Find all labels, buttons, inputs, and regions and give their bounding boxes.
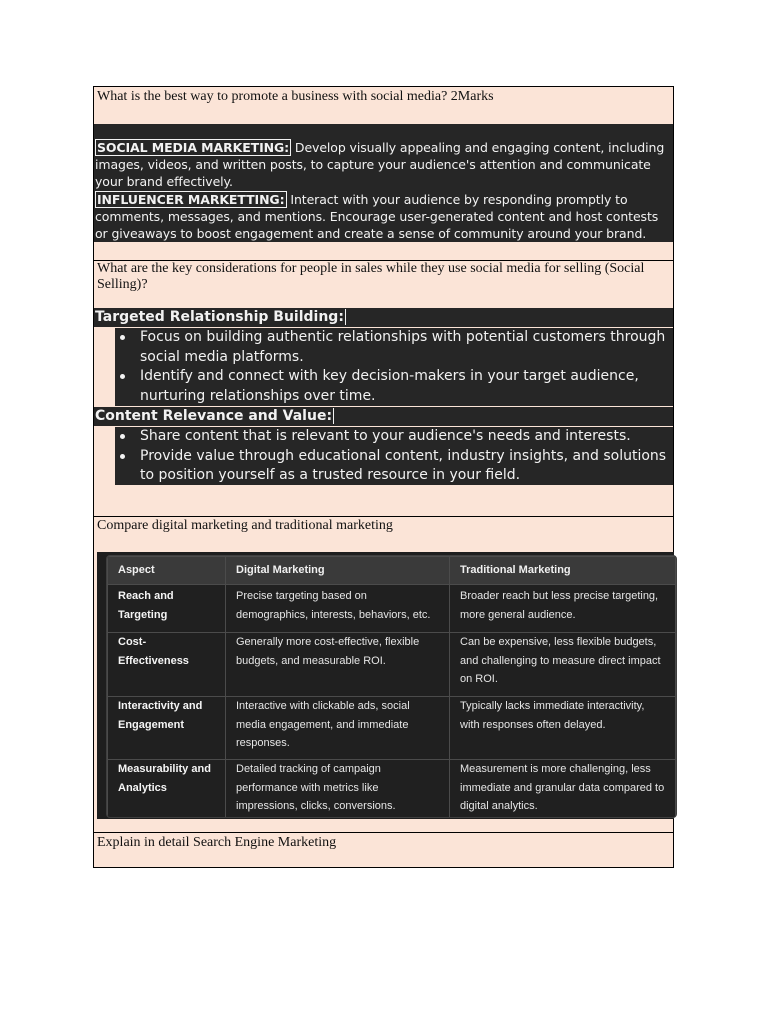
content-bullets bbox=[115, 427, 673, 485]
answer-1-im bbox=[95, 191, 671, 243]
header-digital: Digital Marketing bbox=[226, 557, 450, 585]
list-item: Provide value through educational content, industry insights, and solutions to position yourself as a trusted resource in your field. bbox=[140, 447, 669, 486]
table-cell: Measurability and Analytics bbox=[108, 760, 226, 819]
divider bbox=[94, 832, 673, 833]
table-row bbox=[108, 585, 676, 633]
divider bbox=[94, 516, 673, 517]
comparison-table-image bbox=[97, 552, 674, 819]
answer-sheet bbox=[93, 86, 674, 868]
section-title-relationship: Targeted Relationship Building: bbox=[94, 308, 673, 327]
table-cell: Cost-Effectiveness bbox=[108, 633, 226, 697]
table-cell: Interactivity and Engagement bbox=[108, 697, 226, 760]
section-title-content: Content Relevance and Value: bbox=[94, 407, 673, 426]
question-4: Explain in detail Search Engine Marketing bbox=[97, 835, 337, 850]
question-3: Compare digital marketing and traditional marketing bbox=[97, 518, 393, 533]
question-1: What is the best way to promote a business with social media? 2Marks bbox=[97, 89, 494, 104]
list-item: Focus on building authentic relationships with potential customers through social media platforms. bbox=[140, 328, 669, 367]
header-aspect: Aspect bbox=[108, 557, 226, 585]
table-cell: Reach and Targeting bbox=[108, 585, 226, 633]
table-cell: Detailed tracking of campaign performance with metrics like impressions, clicks, conversions. bbox=[226, 760, 450, 819]
list-item: Identify and connect with key decision-makers in your target audience, nurturing relationships over time. bbox=[140, 367, 669, 406]
im-label: INFLUENCER MARKETTING: bbox=[97, 191, 285, 207]
table-cell: Interactive with clickable ads, social media engagement, and immediate responses. bbox=[226, 697, 450, 760]
answer-1-smm bbox=[95, 139, 671, 191]
question-2: What are the key considerations for people in sales while they use social media for selling (Social Selling)? bbox=[97, 261, 645, 292]
table-row bbox=[108, 697, 676, 760]
smm-text: Develop visually appealing and engaging content, including images, videos, and written posts, to capture your audience's attention and communicate your brand effectively. bbox=[95, 140, 665, 190]
table-cell: Generally more cost-effective, flexible budgets, and measurable ROI. bbox=[226, 633, 450, 697]
table-cell: Broader reach but less precise targeting, more general audience. bbox=[450, 585, 676, 633]
table-cell: Precise targeting based on demographics, interests, behaviors, etc. bbox=[226, 585, 450, 633]
header-traditional: Traditional Marketing bbox=[450, 557, 676, 585]
table-cell: Typically lacks immediate interactivity, with responses often delayed. bbox=[450, 697, 676, 760]
table-cell: Can be expensive, less flexible budgets, and challenging to measure direct impact on ROI. bbox=[450, 633, 676, 697]
smm-label: SOCIAL MEDIA MARKETING: bbox=[97, 140, 290, 155]
list-item: Share content that is relevant to your audience's needs and interests. bbox=[140, 427, 669, 447]
answer-1-block bbox=[94, 124, 673, 242]
table-row bbox=[108, 760, 676, 819]
table-row bbox=[108, 633, 676, 697]
im-text: Interact with your audience by responding promptly to comments, messages, and mentions. Encourage user-generated content and host contests or giveaways to boost engagement and create a sense of community around your brand. bbox=[95, 191, 659, 242]
comparison-table bbox=[106, 555, 677, 818]
table-cell: Measurement is more challenging, less immediate and granular data compared to digital analytics. bbox=[450, 760, 676, 819]
relationship-bullets bbox=[115, 328, 673, 406]
